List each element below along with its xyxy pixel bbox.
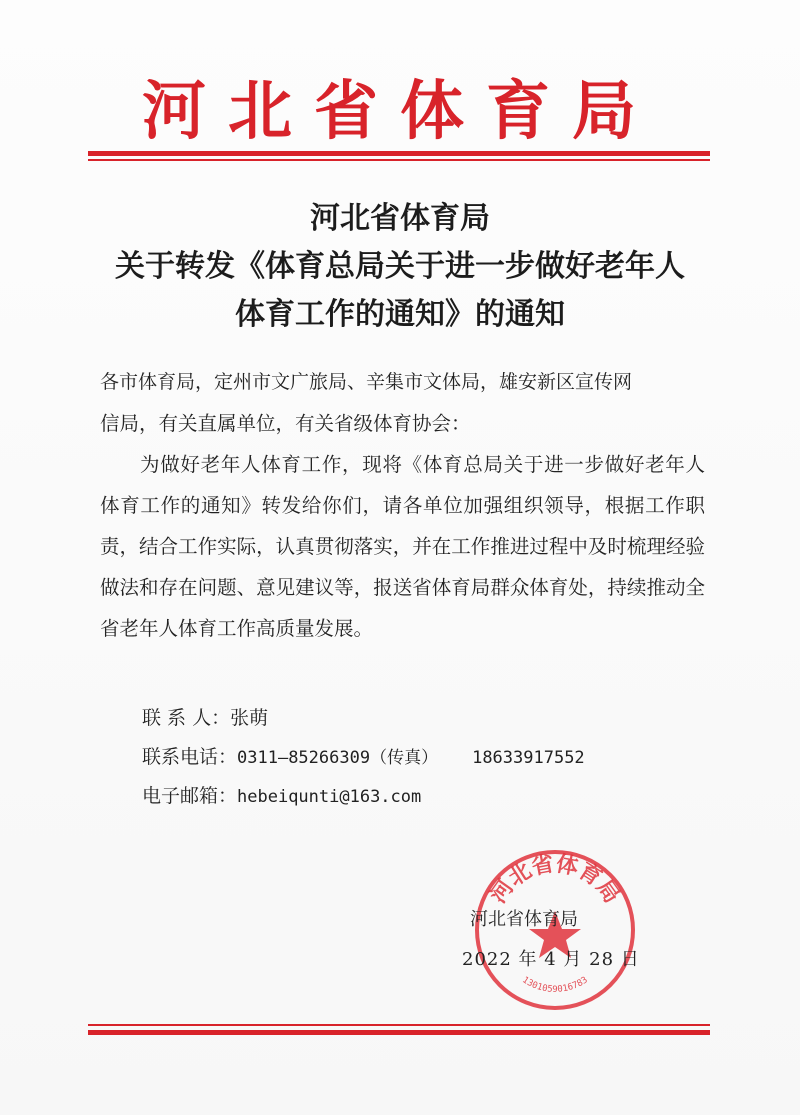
document-title-line-3: 体育工作的通知》的通知 <box>235 297 565 332</box>
body-paragraph: 为做好老年人体育工作，现将《体育总局关于进一步做好老年人体育工作的通知》转发给你们，请各单位加强组织领导，根据工作职责，结合工作实际，认真贯彻落实，并在工作推进过程中及时梳理经验做法和存在问题、意见建议等，报送省体育局群众体育处，持续推动全省老年人体育工作高质量发展。 <box>100 453 705 640</box>
document-body <box>100 362 705 649</box>
footer-rule-thick <box>88 1030 710 1035</box>
seal-top-text: 河北省体育局 <box>485 851 625 909</box>
masthead-rule-thick <box>88 151 710 156</box>
contact-phone-label: 联系电话： <box>142 746 238 768</box>
contact-email-label: 电子邮箱： <box>142 785 238 807</box>
contact-person-row <box>142 703 268 730</box>
recipients-line-2: 信局，有关直属单位，有关省级体育协会： <box>100 412 471 435</box>
contact-email-row <box>142 781 421 808</box>
masthead-rule-thin <box>88 159 710 161</box>
contact-person-label: 联 系 人： <box>142 707 231 729</box>
recipients-line-1: 各市体育局，定州市文广旅局、辛集市文体局，雄安新区宣传网 <box>100 371 633 393</box>
signature-date: 2022 年 4 月 28 日 <box>462 949 640 970</box>
contact-email-value: hebeiqunti@163.com <box>237 787 422 807</box>
svg-text:1301059016783 <box>520 975 589 995</box>
document-title-line-1: 河北省体育局 <box>310 201 490 236</box>
contact-phone-row <box>142 742 585 769</box>
footer-rule-thin <box>88 1024 710 1026</box>
document-title-line-2: 关于转发《体育总局关于进一步做好老年人 <box>115 249 685 284</box>
masthead-title: 河北省体育局 <box>142 75 658 149</box>
contact-person-value: 张萌 <box>230 707 269 729</box>
signer-name: 河北省体育局 <box>470 909 578 930</box>
contact-mobile-value: 18633917552 <box>472 748 585 768</box>
contact-phone-value: 0311—85266309（传真） <box>237 748 439 768</box>
svg-text:河北省体育局 <box>486 851 624 908</box>
seal-serial-text: 1301059016783 <box>520 975 590 995</box>
